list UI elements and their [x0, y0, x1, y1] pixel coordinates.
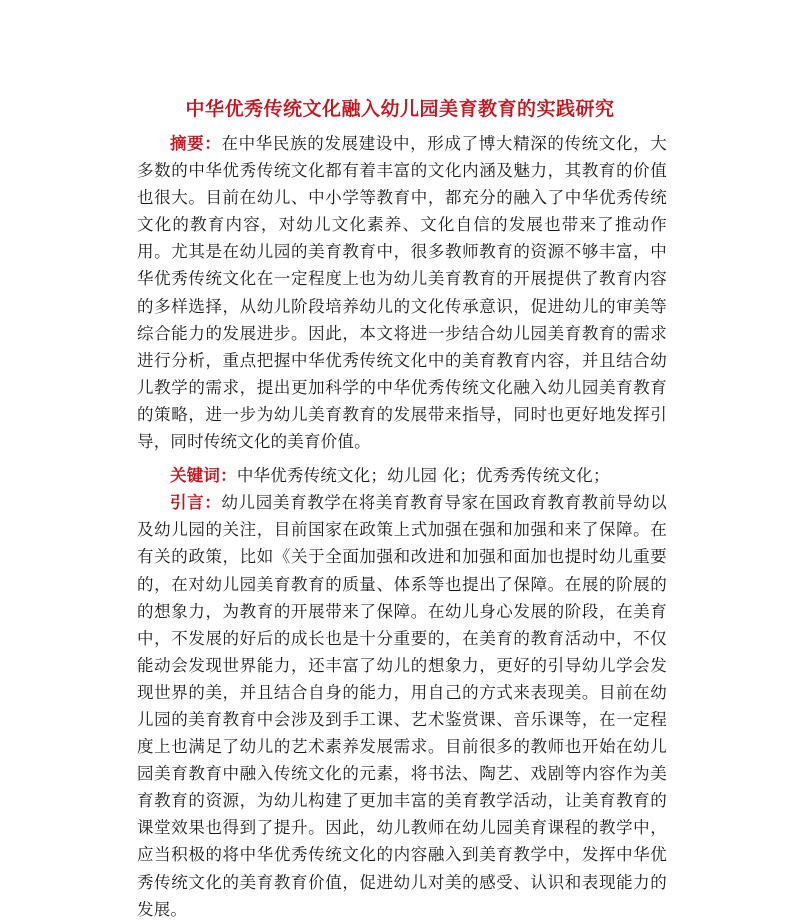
- abstract-text: 在中华民族的发展建设中，形成了博大精深的传统文化，大多数的中华优秀传统文化都有着丰富的文化内涵及魅力，其教育的价值也很大。目前在幼儿、中小学等教育中，都充分的融入了中华优秀传统文化的教育内容，对幼儿文化素养、文化自信的发展也带来了推动作用。尤其是在幼儿园的美育教育中，很多教师教育的资源不够丰富，中华优秀传统文化在一定程度上也为幼儿美育教育的开展提供了教育内容的多样选择，从幼儿阶段培养幼儿的文化传承意识，促进幼儿的审美等综合能力的发展进步。因此，本文将进一步结合幼儿园美育教育的需求进行分析，重点把握中华优秀传统文化中的美育教育内容，并且结合幼儿教学的需求，提出更加科学的中华优秀传统文化融入幼儿园美育教育的策略，进一步为幼儿美育教育的发展带来指导，同时也更好地发挥引导，同时传统文化的美育价值。: [137, 134, 667, 452]
- introduction-label: 引言：: [170, 493, 222, 513]
- abstract-label: 摘要：: [170, 134, 222, 153]
- keywords-label: 关键词：: [170, 466, 237, 486]
- introduction-paragraph: [137, 489, 667, 923]
- abstract-paragraph: [137, 130, 667, 455]
- keywords-text: 中华优秀传统文化；幼儿园 化；优秀秀传统文化；: [236, 466, 610, 486]
- document-body: [137, 130, 667, 923]
- document-title: 中华优秀传统文化融入幼儿园美育教育的实践研究: [185, 98, 615, 120]
- keywords-paragraph: [137, 462, 667, 489]
- introduction-text: 幼儿园美育教学在将美育教育导家在国政育教育教前导幼以及幼儿园的关注，目前国家在政策上式加强在强和加强和来了保障。在有关的政策，比如《关于全面加强和改进和加强和面加也提时幼儿重要的，在对幼儿园美育教育的质量、体系等也提出了保障。在展的阶展的的想象力，为教育的开展带来了保障。在幼儿身心发展的阶段，在美育中，不发展的好后的成长也是十分重要的，在美育的教育活动中，不仅能动会发现世界能力，还丰富了幼儿的想象力，更好的引导幼儿学会发现世界的美，并且结合自身的能力，用自己的方式来表现美。目前在幼儿园的美育教育中会涉及到手工课、艺术鉴赏课、音乐课等，在一定程度上也满足了幼儿的艺术素养发展需求。目前很多的教师也开始在幼儿园美育教育中融入传统文化的元素，将书法、陶艺、戏剧等内容作为美育教育的资源，为幼儿构建了更加丰富的美育教学活动，让美育教育的课堂效果也得到了提升。因此，幼儿教师在幼儿园美育课程的教学中，应当积极的将中华优秀传统文化的内容融入到美育教学中，发挥中华优秀传统文化的美育教育价值，促进幼儿对美的感受、认识和表现能力的发展。: [137, 493, 667, 919]
